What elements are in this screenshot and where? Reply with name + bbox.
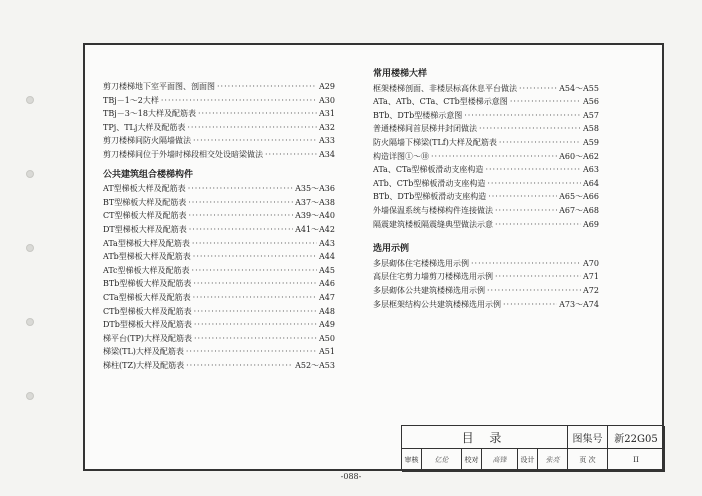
toc-entry xyxy=(103,277,335,291)
toc-entry xyxy=(103,107,335,121)
toc-entry xyxy=(103,209,335,223)
toc-entry xyxy=(103,182,335,196)
toc-entry xyxy=(103,264,335,278)
check-signature: 高锋 xyxy=(482,449,518,472)
toc-entry-page: A51 xyxy=(319,347,335,357)
toc-entry xyxy=(373,95,599,109)
toc-leader-dots xyxy=(188,196,293,210)
toc-entry-title: 剪刀楼梯地下室平面图、剖面图 xyxy=(103,82,215,91)
toc-entry-page: A43 xyxy=(319,238,335,248)
toc-entry-page: A39～A40 xyxy=(295,211,335,221)
toc-entry xyxy=(103,80,335,94)
binding-hole xyxy=(26,392,34,400)
toc-leader-dots xyxy=(495,270,581,284)
toc-entry-title: BTb型梯板大样及配筋表 xyxy=(103,279,192,289)
toc-entry-title: BTb、DTb型梯板滑动支座构造 xyxy=(373,192,487,202)
toc-entry xyxy=(373,298,599,312)
toc-entry xyxy=(103,196,335,210)
toc-entry xyxy=(373,177,599,191)
toc-entry-title: 外墙保温系统与楼梯构件连接做法 xyxy=(373,205,493,215)
toc-entry xyxy=(373,270,599,284)
toc-entry-page: A37～A38 xyxy=(295,197,335,207)
toc-leader-dots xyxy=(192,264,317,278)
toc-leader-dots xyxy=(193,134,317,148)
toc-entry-page: A54～A55 xyxy=(559,83,599,93)
toc-leader-dots xyxy=(193,277,317,291)
toc-entry-page: A47 xyxy=(319,292,335,302)
toc-entry-title: 多层框架结构公共建筑楼梯选用示例 xyxy=(373,299,501,309)
toc-entry-page: A49 xyxy=(319,320,335,330)
toc-leader-dots xyxy=(487,284,581,298)
toc-entry-title: ATa型梯板大样及配筋表 xyxy=(103,238,190,248)
drawing-title: 目 录 xyxy=(402,426,568,449)
toc-entry-title: CTb型梯板大样及配筋表 xyxy=(103,306,192,316)
toc-leader-dots xyxy=(186,345,317,359)
toc-entry-title: 构造详图①～⑩ xyxy=(373,151,429,161)
section-heading: 公共建筑组合楼梯构件 xyxy=(103,169,194,180)
toc-leader-dots xyxy=(217,80,317,94)
page-value: II xyxy=(608,449,665,472)
toc-entry xyxy=(373,82,599,96)
toc-entry xyxy=(373,284,599,298)
toc-leader-dots xyxy=(495,204,557,218)
toc-leader-dots xyxy=(188,209,293,223)
toc-entry xyxy=(103,121,335,135)
toc-entry xyxy=(103,318,335,332)
toc-leader-dots xyxy=(488,190,557,204)
toc-entry xyxy=(373,163,599,177)
toc-group-top xyxy=(103,80,335,162)
toc-entry xyxy=(373,257,599,271)
binding-hole xyxy=(26,244,34,252)
toc-entry xyxy=(373,122,599,136)
toc-entry xyxy=(103,237,335,251)
toc-leader-dots xyxy=(193,250,317,264)
toc-entry-page: A64 xyxy=(583,178,599,188)
toc-leader-dots xyxy=(187,121,317,135)
toc-entry xyxy=(103,223,335,237)
binding-hole xyxy=(26,96,34,104)
section-heading: 选用示例 xyxy=(373,244,410,255)
toc-entry-title: 剪刀楼梯间防火隔墙做法 xyxy=(103,136,191,146)
toc-leader-dots xyxy=(464,109,581,123)
toc-entry xyxy=(373,218,599,232)
toc-entry-title: DTb型梯板大样及配筋表 xyxy=(103,320,192,330)
drawing-frame xyxy=(83,43,664,471)
toc-leader-dots xyxy=(198,107,317,121)
toc-entry-title: 梯柱(TZ)大样及配筋表 xyxy=(103,360,185,370)
toc-entry-title: ATa、CTa型梯板滑动支座构造 xyxy=(373,165,484,175)
toc-entry-title: 防火隔墙下梯梁(TLf)大样及配筋表 xyxy=(373,137,497,147)
toc-entry-title: 隔震建筑楼板隔震缝典型做法示意 xyxy=(373,219,493,229)
toc-leader-dots xyxy=(194,305,317,319)
toc-entry-title: TBj－3～18大样及配筋表 xyxy=(103,109,196,119)
toc-left-column xyxy=(103,68,335,372)
toc-leader-dots xyxy=(194,318,317,332)
toc-entry xyxy=(103,305,335,319)
toc-leader-dots xyxy=(161,94,317,108)
toc-entry xyxy=(103,94,335,108)
toc-entry-page: A50 xyxy=(319,333,335,343)
toc-entry-page: A57 xyxy=(583,110,599,120)
toc-entry-title: BT型梯板大样及配筋表 xyxy=(103,197,187,207)
toc-entry-page: A44 xyxy=(319,252,335,262)
design-label: 设计 xyxy=(518,449,538,472)
toc-entry-title: 框架楼梯剖面、非楼层标高休息平台做法 xyxy=(373,83,517,93)
toc-entry-title: 梯平台(TP)大样及配筋表 xyxy=(103,333,192,343)
toc-entry-page: A31 xyxy=(319,109,335,119)
toc-entry-title: TPj、TLj大样及配筋表 xyxy=(103,122,186,132)
toc-entry-page: A65～A66 xyxy=(559,192,599,202)
toc-entry-title: 梯梁(TL)大样及配筋表 xyxy=(103,347,184,357)
toc-entry xyxy=(373,190,599,204)
page-number: -088- xyxy=(340,472,362,481)
toc-leader-dots xyxy=(265,148,317,162)
design-signature: 张亮 xyxy=(538,449,568,472)
toc-entry xyxy=(103,345,335,359)
toc-entry xyxy=(373,150,599,164)
toc-entry-title: CT型梯板大样及配筋表 xyxy=(103,211,187,221)
title-block xyxy=(401,425,664,471)
toc-leader-dots xyxy=(192,237,317,251)
toc-entry-page: A58 xyxy=(583,124,599,134)
toc-entry-page: A60～A62 xyxy=(559,151,599,161)
toc-leader-dots xyxy=(519,82,557,96)
toc-leader-dots xyxy=(188,182,293,196)
toc-entry xyxy=(103,332,335,346)
toc-leader-dots xyxy=(510,95,581,109)
toc-entry-page: A48 xyxy=(319,306,335,316)
toc-right-column xyxy=(373,68,599,311)
toc-leader-dots xyxy=(471,257,581,271)
toc-entry xyxy=(373,136,599,150)
toc-entry-title: BTb、DTb型楼梯示意图 xyxy=(373,110,463,120)
toc-entry-title: ATb、CTb型梯板滑动支座构造 xyxy=(373,178,486,188)
toc-entry-page: A33 xyxy=(319,136,335,146)
review-signature: 亿伦 xyxy=(422,449,462,472)
toc-leader-dots xyxy=(186,359,293,373)
toc-entry-title: DT型梯板大样及配筋表 xyxy=(103,224,187,234)
atlas-number: 新22G05 xyxy=(608,426,665,449)
toc-entry-title: 多层砌体住宅楼梯选用示例 xyxy=(373,258,469,268)
toc-entry-page: A59 xyxy=(583,137,599,147)
toc-entry xyxy=(103,359,335,373)
toc-leader-dots xyxy=(193,291,317,305)
check-label: 校对 xyxy=(462,449,482,472)
toc-leader-dots xyxy=(485,163,581,177)
toc-entry-page: A72 xyxy=(583,285,599,295)
toc-entry-page: A41～A42 xyxy=(295,224,335,234)
toc-entry xyxy=(103,291,335,305)
toc-entry-page: A71 xyxy=(583,272,599,282)
toc-leader-dots xyxy=(499,136,581,150)
toc-entry-title: TBj－1～2大样 xyxy=(103,95,159,105)
binding-hole xyxy=(26,318,34,326)
toc-leader-dots xyxy=(431,150,557,164)
review-label: 审核 xyxy=(402,449,422,472)
toc-entry-page: A56 xyxy=(583,97,599,107)
toc-leader-dots xyxy=(503,298,557,312)
section-heading: 常用楼梯大样 xyxy=(373,69,428,79)
toc-leader-dots xyxy=(495,218,581,232)
toc-entry xyxy=(373,109,599,123)
toc-entry-page: A34 xyxy=(319,149,335,159)
toc-entry-page: A35～A36 xyxy=(295,184,335,194)
toc-entry-page: A70 xyxy=(583,258,599,268)
toc-entry-page: A32 xyxy=(319,122,335,132)
atlas-label: 图集号 xyxy=(568,426,608,449)
toc-entry-page: A30 xyxy=(319,95,335,105)
toc-entry-page: A69 xyxy=(583,219,599,229)
toc-entry xyxy=(103,250,335,264)
binding-hole xyxy=(26,170,34,178)
toc-group-examples xyxy=(373,257,599,311)
toc-entry-page: A29 xyxy=(319,82,335,91)
toc-entry xyxy=(103,134,335,148)
toc-entry-title: ATb型梯板大样及配筋表 xyxy=(103,252,191,262)
toc-entry-title: 高层住宅剪力墙剪刀楼梯选用示例 xyxy=(373,272,493,282)
toc-entry-page: A52～A53 xyxy=(295,360,335,370)
toc-entry-page: A46 xyxy=(319,279,335,289)
toc-entry xyxy=(103,148,335,162)
toc-entry-page: A67～A68 xyxy=(559,205,599,215)
toc-entry-page: A63 xyxy=(583,165,599,175)
toc-leader-dots xyxy=(487,177,581,191)
toc-entry-title: ATc型梯板大样及配筋表 xyxy=(103,265,190,275)
toc-group-details xyxy=(373,82,599,232)
toc-leader-dots xyxy=(189,223,293,237)
toc-leader-dots xyxy=(194,332,317,346)
toc-entry-title: 剪刀楼梯间位于外墙时梯段相交处设暗梁做法 xyxy=(103,149,263,159)
toc-entry-title: ATa、ATb、CTa、CTb型楼梯示意图 xyxy=(373,97,508,107)
toc-group-components xyxy=(103,182,335,372)
toc-entry-title: 多层砌体公共建筑楼梯选用示例 xyxy=(373,285,485,295)
toc-entry xyxy=(373,204,599,218)
toc-entry-title: CTa型梯板大样及配筋表 xyxy=(103,292,191,302)
toc-entry-title: 普通楼梯间首层梯井封闭做法 xyxy=(373,124,477,134)
page-label: 页 次 xyxy=(568,449,608,472)
toc-leader-dots xyxy=(479,122,581,136)
toc-entry-title: AT型梯板大样及配筋表 xyxy=(103,184,186,194)
toc-entry-page: A45 xyxy=(319,265,335,275)
toc-entry-page: A73～A74 xyxy=(559,299,599,309)
